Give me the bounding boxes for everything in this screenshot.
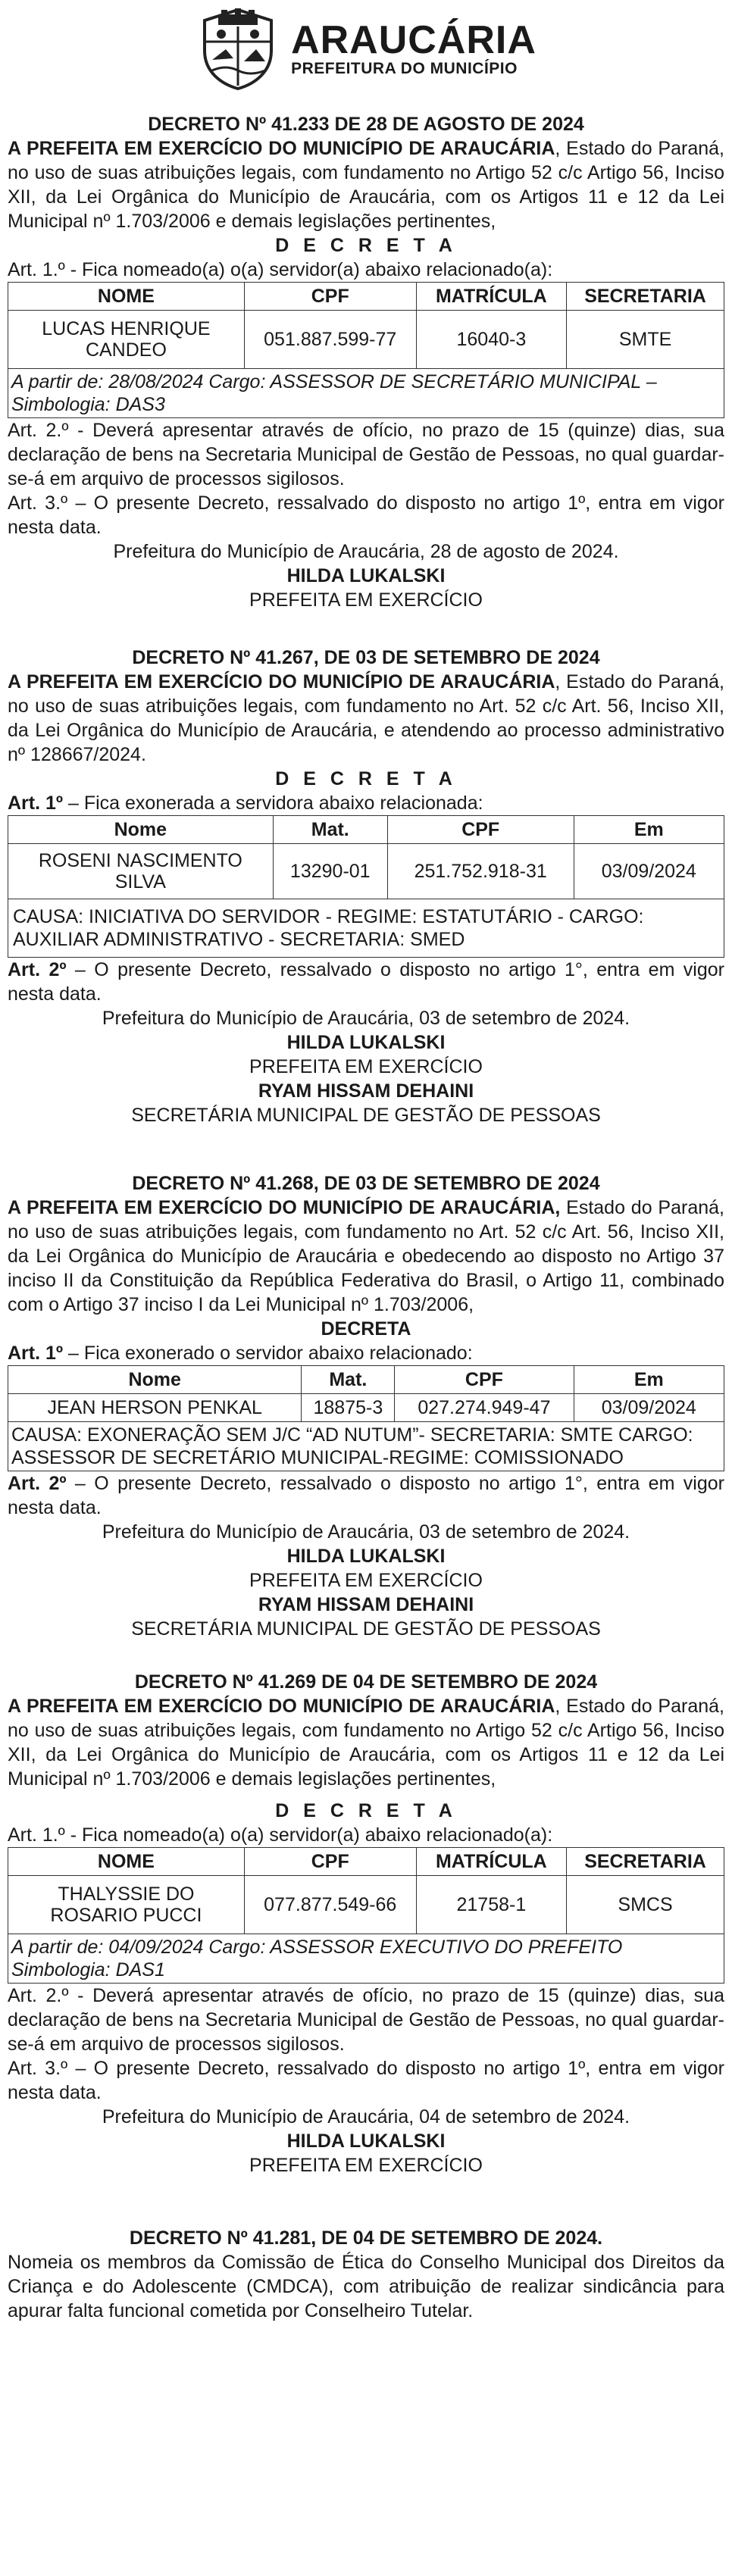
column-header: NOME	[8, 283, 245, 311]
decree-title: DECRETO Nº 41.267, DE 03 DE SETEMBRO DE 2024	[132, 647, 600, 668]
article-label: Art. 1º	[8, 1343, 64, 1364]
cell-name: JEAN HERSON PENKAL	[8, 1394, 302, 1422]
decree-41233	[8, 112, 724, 612]
cell-date: 03/09/2024	[574, 1394, 724, 1422]
place-date: Prefeitura do Município de Araucária, 03 de setembro de 2024.	[102, 1521, 630, 1543]
article-label: Art. 2º	[8, 1473, 67, 1494]
decreta-heading: D E C R E T A	[275, 768, 457, 789]
decreta-heading: DECRETA	[321, 1318, 411, 1340]
cell-cpf: 051.887.599-77	[244, 311, 416, 369]
article-text: – Fica exonerada a servidora abaixo relacionada:	[63, 792, 483, 814]
decree-body: Nomeia os membros da Comissão de Ética do Conselho Municipal dos Direitos da Criança e do Adolescente (CMDCA), com atribuição de realizar sindicância para apurar falta funcional cometida por Conselheiro Tutelar.	[8, 2252, 724, 2321]
article-1	[8, 791, 724, 815]
table-header-row	[8, 1366, 724, 1394]
decree-title: DECRETO Nº 41.233 DE 28 DE AGOSTO DE 2024	[148, 114, 584, 135]
decree-title: DECRETO Nº 41.268, DE 03 DE SETEMBRO DE 2024	[132, 1173, 600, 1194]
decree-intro	[8, 1694, 724, 1791]
decree-41268	[8, 1171, 724, 1641]
exoneration-table	[8, 1365, 724, 1422]
decree-intro	[8, 670, 724, 767]
signer-role: PREFEITA EM EXERCÍCIO	[249, 1056, 483, 1077]
cell-mat: 18875-3	[302, 1394, 395, 1422]
article-2	[8, 958, 724, 1006]
signer-role: PREFEITA EM EXERCÍCIO	[249, 2155, 483, 2176]
intro-bold: A PREFEITA EM EXERCÍCIO DO MUNICÍPIO DE ARAUCÁRIA	[8, 1696, 555, 1717]
cell-cpf: 027.274.949-47	[395, 1394, 574, 1422]
decree-41267	[8, 646, 724, 1127]
column-header: Mat.	[273, 816, 387, 844]
table-header-row	[8, 816, 724, 844]
signer-name: RYAM HISSAM DEHAINI	[258, 1594, 474, 1615]
cell-mat: 13290-01	[273, 844, 387, 899]
exoneration-cause: CAUSA: EXONERAÇÃO SEM J/C “AD NUTUM”- SECRETARIA: SMTE CARGO: ASSESSOR DE SECRETÁRIO MUNICIPAL-REGIME: COMISSIONADO	[8, 1422, 724, 1471]
column-header: Em	[574, 1366, 724, 1394]
cell-secretaria: SMCS	[567, 1876, 724, 1934]
column-header: CPF	[244, 283, 416, 311]
signer-role: SECRETÁRIA MUNICIPAL DE GESTÃO DE PESSOAS	[131, 1105, 601, 1126]
table-header-row	[8, 1848, 724, 1876]
article-text: – O presente Decreto, ressalvado o disposto no artigo 1°, entra em vigor nesta data.	[8, 1473, 724, 1518]
decree-intro	[8, 1196, 724, 1317]
appointment-table	[8, 282, 724, 369]
column-header: Nome	[8, 1366, 302, 1394]
intro-bold: A PREFEITA EM EXERCÍCIO DO MUNICÍPIO DE ARAUCÁRIA	[8, 138, 555, 159]
exoneration-cause: CAUSA: INICIATIVA DO SERVIDOR - REGIME: ESTATUTÁRIO - CARGO: AUXILIAR ADMINISTRATIVO - SECRETARIA: SMED	[8, 899, 724, 958]
decree-title: DECRETO Nº 41.281, DE 04 DE SETEMBRO DE 2024.	[129, 2227, 603, 2249]
cell-cpf: 077.877.549-66	[244, 1876, 416, 1934]
column-header: Nome	[8, 816, 274, 844]
signer-name: HILDA LUKALSKI	[286, 1032, 446, 1053]
cell-matricula: 21758-1	[416, 1876, 566, 1934]
place-date: Prefeitura do Município de Araucária, 03 de setembro de 2024.	[102, 1008, 630, 1029]
place-date: Prefeitura do Município de Araucária, 28 de agosto de 2024.	[113, 541, 619, 562]
table-header-row	[8, 283, 724, 311]
column-header: CPF	[387, 816, 574, 844]
appointment-note: A partir de: 28/08/2024 Cargo: ASSESSOR DE SECRETÁRIO MUNICIPAL – Simbologia: DAS3	[8, 369, 724, 418]
decreta-heading: D E C R E T A	[275, 235, 457, 256]
table-row	[8, 311, 724, 369]
intro-text: Estado do Paraná, no uso de suas atribuições legais, com fundamento no Art. 52 c/c Art. 56, Inciso XII, da Lei Orgânica do Município de Araucária e obedecendo ao disposto no Artigo 37 inciso II da Constituição da República Federativa do Brasil, o Artigo 11, combinado com o Artigo 37 inciso I da Lei Municipal nº 1.703/2006,	[8, 1197, 724, 1315]
municipal-seal-icon	[196, 7, 280, 92]
column-header: SECRETARIA	[567, 283, 724, 311]
article-3: Art. 3.º – O presente Decreto, ressalvado do disposto no artigo 1º, entra em vigor nesta data.	[8, 2058, 724, 2103]
column-header: SECRETARIA	[567, 1848, 724, 1876]
article-3: Art. 3.º – O presente Decreto, ressalvado do disposto no artigo 1º, entra em vigor nesta data.	[8, 492, 724, 538]
cell-name: LUCAS HENRIQUE CANDEO	[8, 311, 245, 369]
article-label: Art. 1º	[8, 792, 64, 814]
decree-41269	[8, 1670, 724, 2177]
place-date: Prefeitura do Município de Araucária, 04 de setembro de 2024.	[102, 2106, 630, 2127]
column-header: CPF	[244, 1848, 416, 1876]
intro-text: , Estado do Paraná, no uso de suas atribuições legais, com fundamento no Art. 52 c/c Art. 56, Inciso XII, da Lei Orgânica do Município de Araucária, e atendendo ao processo administrativo nº 128667/2024.	[8, 671, 724, 765]
brand	[291, 20, 536, 77]
signer-role: PREFEITA EM EXERCÍCIO	[249, 1570, 483, 1591]
cell-secretaria: SMTE	[567, 311, 724, 369]
signer-name: HILDA LUKALSKI	[286, 565, 446, 586]
appointment-table	[8, 1847, 724, 1934]
article-text: – O presente Decreto, ressalvado o disposto no artigo 1°, entra em vigor nesta data.	[8, 959, 724, 1005]
exoneration-table	[8, 815, 724, 899]
cell-matricula: 16040-3	[416, 311, 566, 369]
column-header: Em	[574, 816, 724, 844]
intro-bold: A PREFEITA EM EXERCÍCIO DO MUNICÍPIO DE ARAUCÁRIA	[8, 671, 555, 692]
table-row	[8, 844, 724, 899]
intro-text: , Estado do Paraná, no uso de suas atribuições legais, com fundamento no Artigo 52 c/c Artigo 56, Inciso XII, da Lei Orgânica do Município de Araucária, com os Artigos 11 e 12 da Lei Municipal nº 1.703/2006 e demais legislações pertinentes,	[8, 1696, 724, 1790]
article-2	[8, 1471, 724, 1520]
column-header: NOME	[8, 1848, 245, 1876]
decreta-heading: D E C R E T A	[275, 1800, 457, 1821]
article-2: Art. 2.º - Deverá apresentar através de ofício, no prazo de 15 (quinze) dias, sua declaração de bens na Secretaria Municipal de Gestão de Pessoas, no qual guardar-se-á em arquivo de processos sigilosos.	[8, 420, 724, 489]
column-header: MATRÍCULA	[416, 283, 566, 311]
table-row	[8, 1876, 724, 1934]
article-label: Art. 2º	[8, 959, 67, 980]
article-1: Art. 1.º - Fica nomeado(a) o(a) servidor(a) abaixo relacionado(a):	[8, 1824, 553, 1846]
column-header: CPF	[395, 1366, 574, 1394]
header	[8, 0, 724, 98]
decree-intro	[8, 136, 724, 233]
decree-title: DECRETO Nº 41.269 DE 04 DE SETEMBRO DE 2024	[134, 1671, 598, 1693]
decree-41281	[8, 2226, 724, 2323]
signer-name: RYAM HISSAM DEHAINI	[258, 1080, 474, 1102]
cell-cpf: 251.752.918-31	[387, 844, 574, 899]
article-2: Art. 2.º - Deverá apresentar através de ofício, no prazo de 15 (quinze) dias, sua declaração de bens na Secretaria Municipal de Gestão de Pessoas, no qual guardar-se-á em arquivo de processos sigilosos.	[8, 1985, 724, 2055]
column-header: MATRÍCULA	[416, 1848, 566, 1876]
signer-name: HILDA LUKALSKI	[286, 1546, 446, 1567]
signer-role: SECRETÁRIA MUNICIPAL DE GESTÃO DE PESSOAS	[131, 1618, 601, 1640]
cell-name: THALYSSIE DO ROSARIO PUCCI	[8, 1876, 245, 1934]
table-row	[8, 1394, 724, 1422]
article-1	[8, 1341, 724, 1365]
intro-bold: A PREFEITA EM EXERCÍCIO DO MUNICÍPIO DE ARAUCÁRIA,	[8, 1197, 561, 1218]
article-text: – Fica exonerado o servidor abaixo relacionado:	[63, 1343, 473, 1364]
signer-role: PREFEITA EM EXERCÍCIO	[249, 589, 483, 611]
article-1: Art. 1.º - Fica nomeado(a) o(a) servidor(a) abaixo relacionado(a):	[8, 259, 553, 280]
appointment-note: A partir de: 04/09/2024 Cargo: ASSESSOR EXECUTIVO DO PREFEITO Simbologia: DAS1	[8, 1934, 724, 1984]
brand-subtitle: PREFEITURA DO MUNICÍPIO	[291, 60, 518, 78]
cell-date: 03/09/2024	[574, 844, 724, 899]
cell-name: ROSENI NASCIMENTO SILVA	[8, 844, 274, 899]
column-header: Mat.	[302, 1366, 395, 1394]
signer-name: HILDA LUKALSKI	[286, 2131, 446, 2152]
brand-name: ARAUCÁRIA	[291, 18, 536, 63]
intro-text: , Estado do Paraná, no uso de suas atribuições legais, com fundamento no Artigo 52 c/c Artigo 56, Inciso XII, da Lei Orgânica do Município de Araucária, com os Artigos 11 e 12 da Lei Municipal nº 1.703/2006 e demais legislações pertinentes,	[8, 138, 724, 232]
